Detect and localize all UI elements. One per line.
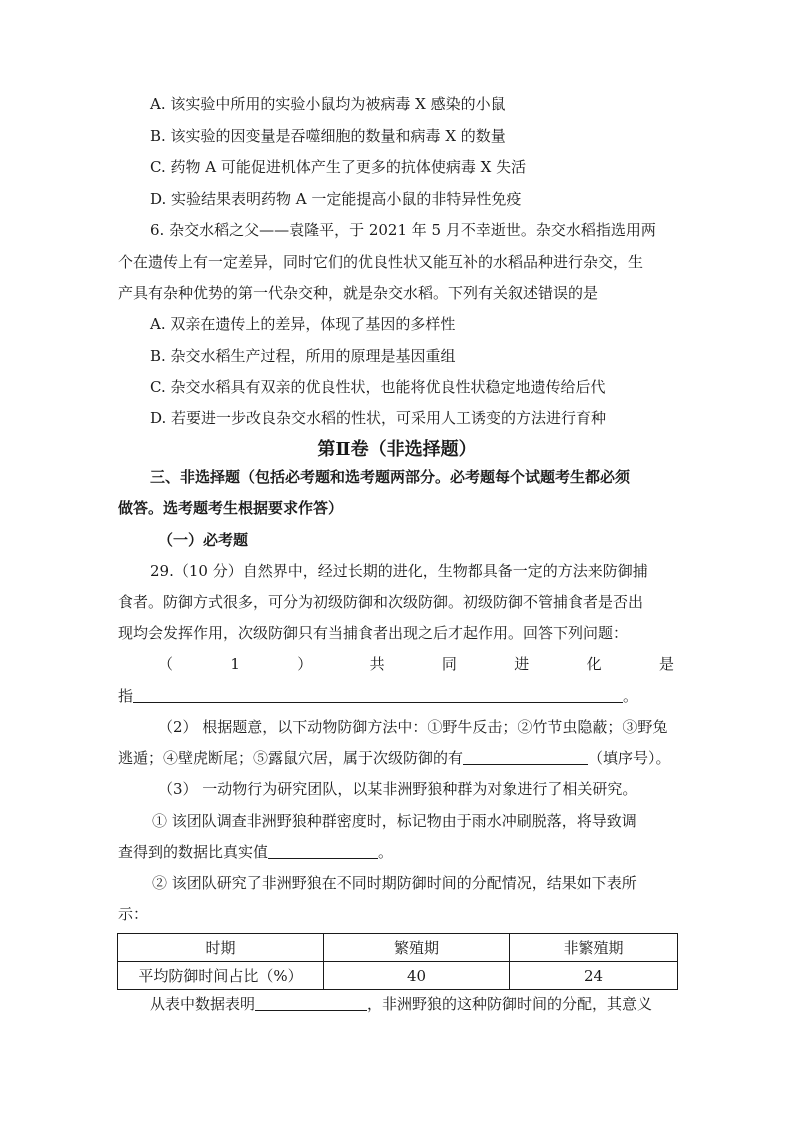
q29-p1-token: 是: [658, 655, 674, 673]
q29-p1-token: 化: [586, 655, 602, 673]
q6-option-d: D. 若要进一步改良杂交水稻的性状，可采用人工诱变的方法进行育种: [150, 409, 607, 427]
q6-option-a: A. 双亲在遗传上的差异，体现了基因的多样性: [150, 315, 456, 333]
defense-time-table: [117, 933, 678, 990]
table-header-nonbreeding: 非繁殖期: [510, 934, 678, 962]
table-header-breeding: 繁殖期: [324, 934, 510, 962]
q29-p1-token: 进: [514, 655, 530, 673]
q29-p1-token: ）: [297, 655, 313, 673]
q29-part1-line: [158, 654, 674, 674]
table-cell-breeding: 40: [324, 962, 510, 990]
q29-stem-line3: 现均会发挥作用，次级防御只有当捕食者出现之后才起作用。回答下列问题：: [118, 624, 629, 642]
q29-p1-token: 同: [441, 655, 457, 673]
q29-part3: （3） 一动物行为研究团队，以某非洲野狼种群为对象进行了相关研究。: [158, 780, 638, 798]
q6-stem-line1: 6. 杂交水稻之父——袁隆平，于 2021 年 5 月不幸逝世。杂交水稻指选用两: [150, 221, 656, 239]
q29-last-line: [150, 994, 652, 1014]
q6-stem-line3: 产具有杂种优势的第一代杂交种，就是杂交水稻。下列有关叙述错误的是: [118, 284, 599, 302]
q29-p1-token: 共: [369, 655, 385, 673]
q29-stem-line1: 29.（10 分）自然界中，经过长期的进化，生物都具备一定的方法来防御捕: [150, 562, 648, 580]
q29-part3-2-line1: ② 该团队研究了非洲野狼在不同时期防御时间的分配情况，结果如下表所: [152, 874, 637, 892]
section-intro-line2: 做答。选考题考生根据要求作答）: [118, 499, 344, 517]
q29-p3-1-end: 。: [378, 843, 394, 861]
q29-part2-line1: （2） 根据题意，以下动物防御方法中：①野牛反击；②竹节虫隐蔽；③野兔: [158, 718, 668, 736]
q29-part3-2-line2: 示：: [118, 905, 149, 923]
q29-p1-cont: 指: [118, 687, 134, 705]
q6-stem-line2: 个在遗传上有一定差异，同时它们的优良性状又能互补的水稻品种进行杂交，生: [118, 253, 644, 271]
q5-option-b: B. 该实验的因变量是吞噬细胞的数量和病毒 X 的数量: [150, 127, 506, 145]
q29-p2-start: 逃遁；④壁虎断尾；⑤露鼠穴居，属于次级防御的有: [118, 749, 464, 767]
q29-p3-1-start: 查得到的数据比真实值: [118, 843, 269, 861]
q29-last-start: 从表中数据表明: [150, 995, 256, 1013]
q29-part3-1-line1: ① 该团队调查非洲野狼种群密度时，标记物由于雨水冲刷脱落，将导致调: [152, 812, 637, 830]
q29-p2-end: （填序号）。: [588, 749, 671, 767]
q29-p1-end: 。: [623, 687, 639, 705]
q5-option-d: D. 实验结果表明药物 A 一定能提高小鼠的非特异性免疫: [150, 190, 522, 208]
q29-part3-1-line2: [118, 842, 393, 862]
q5-option-a: A. 该实验中所用的实验小鼠均为被病毒 X 感染的小鼠: [150, 95, 506, 113]
q29-p1-token: 1: [230, 655, 240, 673]
table-header-row: [118, 934, 678, 962]
section-intro-line1: 三、非选择题（包括必考题和选考题两部分。必考题每个试题考生都必须: [150, 468, 631, 486]
answer-blank-table-conclusion[interactable]: [255, 995, 367, 1011]
q29-part1-answer-line: [118, 686, 638, 706]
q29-last-end: ，非洲野狼的这种防御时间的分配，其意义: [367, 995, 653, 1013]
table-row: [118, 962, 678, 990]
table-header-period: 时期: [118, 934, 324, 962]
q6-option-b: B. 杂交水稻生产过程，所用的原理是基因重组: [150, 347, 456, 365]
answer-blank-density[interactable]: [268, 843, 378, 859]
answer-blank-coevolution[interactable]: [133, 687, 623, 703]
q29-stem-line2: 食者。防御方式很多，可分为初级防御和次级防御。初级防御不管捕食者是否出: [118, 593, 644, 611]
q29-p1-token: （: [158, 655, 174, 673]
answer-blank-secondary-defense[interactable]: [463, 749, 588, 765]
q5-option-c: C. 药物 A 可能促进机体产生了更多的抗体使病毒 X 失活: [150, 158, 527, 176]
table-row-label: 平均防御时间占比（%）: [118, 962, 324, 990]
table-cell-nonbreeding: 24: [510, 962, 678, 990]
q29-part2-line2: [118, 748, 671, 768]
section-title: 第Ⅱ卷（非选择题）: [317, 439, 477, 460]
q6-option-c: C. 杂交水稻具有双亲的优良性状，也能将优良性状稳定地遗传给后代: [150, 378, 606, 396]
subsection-title: （一）必考题: [158, 531, 249, 549]
